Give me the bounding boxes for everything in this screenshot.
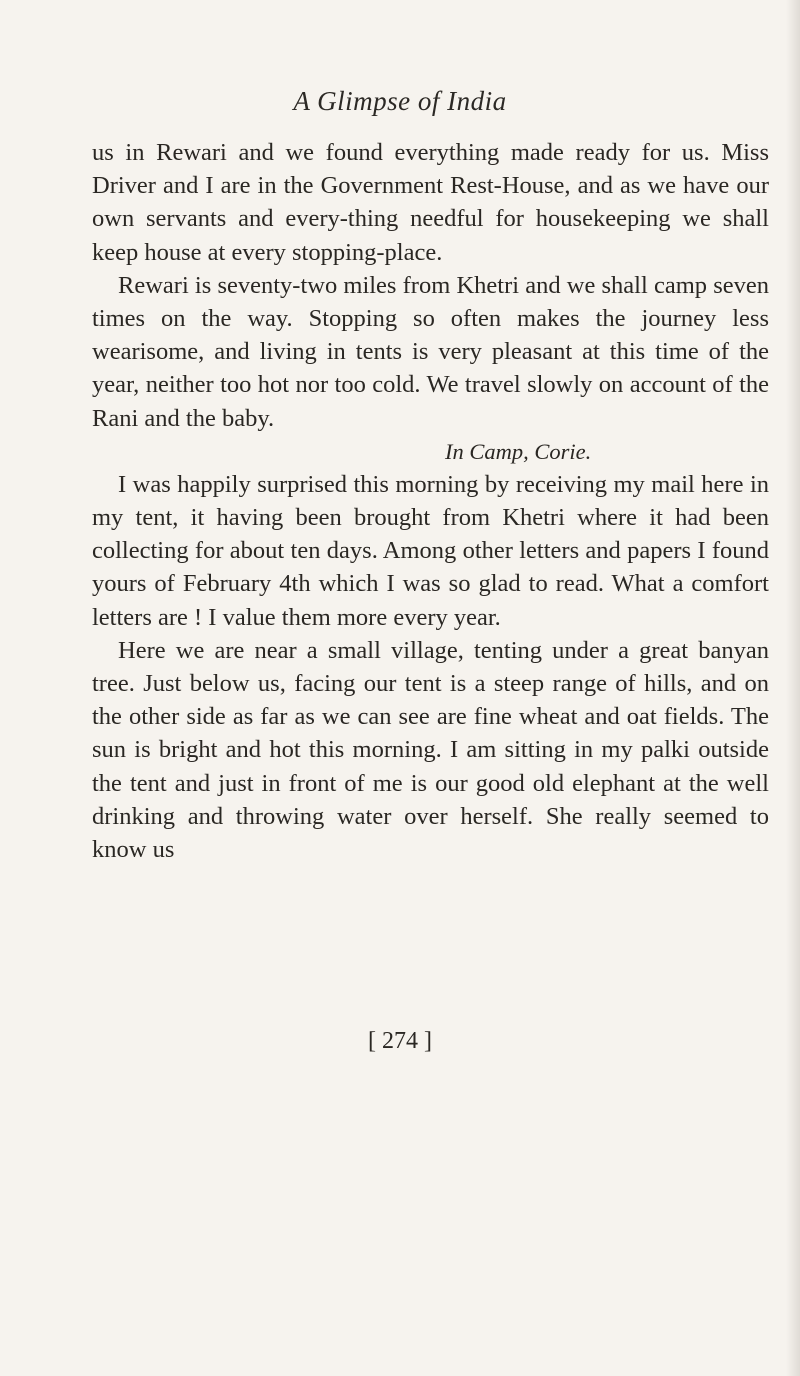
dateline: In Camp, Corie. — [445, 438, 592, 464]
paragraph-1: us in Rewari and we found everything made ready for us. Miss Driver and I are in the Government Rest-House, and as we have our own servants and every-thing needful for housekeeping we shall keep house at every stopping-place. — [92, 139, 769, 266]
page-edge-shadow — [786, 0, 800, 1376]
page-body — [92, 136, 769, 866]
paragraph-2: Rewari is seventy-two miles from Khetri and we shall camp seven times on the way. Stopping so often makes the journey less wearisome, and living in tents is very pleasant at this time of the year, neither too hot nor too cold. We travel slowly on account of the Rani and the baby. — [92, 271, 769, 432]
page-number: [ 274 ] — [368, 1028, 432, 1054]
paragraph-3: I was happily surprised this morning by receiving my mail here in my tent, it having been brought from Khetri where it had been collecting for about ten days. Among other letters and papers I found yours of February 4th which I was so glad to read. What a comfort letters are ! I value them more every year. — [92, 470, 769, 631]
paragraph-4: Here we are near a small village, tenting under a great banyan tree. Just below us, facing our tent is a steep range of hills, and on the other side as far as we can see are fine wheat and oat fields. The sun is bright and hot this morning. I am sitting in my palki outside the tent and just in front of me is our good old elephant at the well drinking and throwing water over herself. She really seemed to know us — [92, 636, 769, 864]
running-head: A Glimpse of India — [293, 86, 507, 116]
